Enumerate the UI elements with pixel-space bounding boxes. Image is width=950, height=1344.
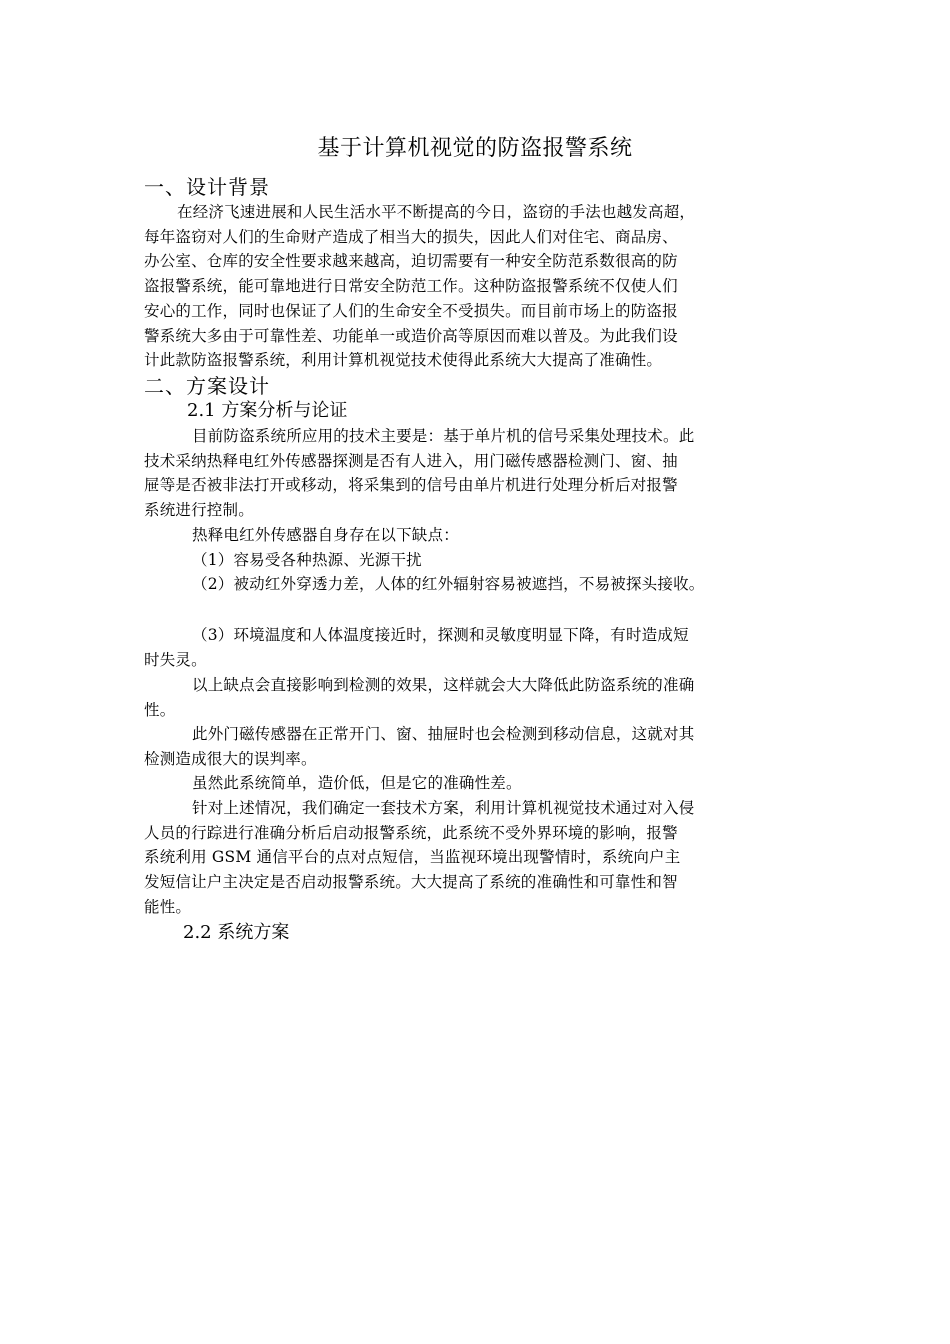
- paragraph-solution: [144, 796, 812, 920]
- text-line: 检测造成很大的误判率。: [144, 749, 317, 768]
- text-line: 时失灵。: [144, 650, 207, 669]
- text-line: 盗报警系统，能可靠地进行日常安全防范工作。这种防盗报警系统不仅使人们: [144, 277, 678, 296]
- paragraph-defects: [144, 523, 812, 597]
- text-line: 能性。: [144, 897, 192, 916]
- subsection-heading-2-2: 2.2 系统方案: [183, 922, 290, 943]
- paragraph-technology: [144, 424, 812, 523]
- text-line: 虽然此系统简单，造价低，但是它的准确性差。: [192, 774, 522, 792]
- defect-item-1: （1）容易受各种热源、光源干扰: [192, 550, 422, 569]
- document-title: 基于计算机视觉的防盗报警系统: [317, 136, 633, 161]
- text-line: （3）环境温度和人体温度接近时，探测和灵敏度明显下降，有时造成短: [192, 626, 689, 644]
- text-line: 屉等是否被非法打开或移动，将采集到的信号由单片机进行处理分析后对报警: [144, 476, 678, 495]
- paragraph-background: [144, 200, 812, 373]
- text-line: 以上缺点会直接影响到检测的效果，这样就会大大降低此防盗系统的准确: [192, 676, 695, 694]
- defect-item-2: （2）被动红外穿透力差，人体的红外辐射容易被遮挡，不易被探头接收。: [192, 575, 705, 594]
- text-line: 目前防盗系统所应用的技术主要是：基于单片机的信号采集处理技术。此: [192, 427, 695, 445]
- text-line: 在经济飞速进展和人民生活水平不断提高的今日，盗窃的手法也越发高超，: [177, 203, 696, 221]
- text-line: 此外门磁传感器在正常开门、窗、抽屉时也会检测到移动信息，这就对其: [192, 725, 695, 743]
- text-line: 人员的行踪进行准确分析后启动报警系统，此系统不受外界环境的影响，报警: [144, 823, 678, 842]
- section-heading-background: 一、设计背景: [144, 175, 270, 199]
- paragraph-effect: [144, 673, 812, 722]
- paragraph-door-sensor: [144, 722, 812, 771]
- text-line: 安心的工作，同时也保证了人们的生命安全不受损失。而目前市场上的防盗报: [144, 301, 678, 320]
- text-line: 计此款防盗报警系统，利用计算机视觉技术使得此系统大大提高了准确性。: [144, 351, 663, 370]
- text-line: 系统利用 GSM 通信平台的点对点短信，当监视环境出现警情时，系统向户主: [144, 848, 681, 867]
- subsection-heading-2-1: 2.1 方案分析与论证: [187, 400, 348, 421]
- text-line: 系统进行控制。: [144, 501, 254, 520]
- text-line: 针对上述情况，我们确定一套技术方案，利用计算机视觉技术通过对入侵: [192, 799, 695, 817]
- text-line: 技术采纳热释电红外传感器探测是否有人进入，用门磁传感器检测门、窗、抽: [144, 451, 678, 470]
- defect-item-3: [144, 623, 812, 672]
- text-line: 性。: [144, 700, 176, 719]
- text-line: 发短信让户主决定是否启动报警系统。大大提高了系统的准确性和可靠性和智: [144, 873, 678, 892]
- paragraph-simple: [144, 771, 812, 796]
- text-line: 热释电红外传感器自身存在以下缺点：: [192, 526, 459, 544]
- text-line: 警系统大多由于可靠性差、功能单一或造价高等原因而难以普及。为此我们设: [144, 326, 678, 345]
- text-line: 每年盗窃对人们的生命财产造成了相当大的损失，因此人们对住宅、商品房、: [144, 227, 678, 246]
- text-line: 办公室、仓库的安全性要求越来越高，迫切需要有一种安全防范系数很高的防: [144, 252, 678, 271]
- section-heading-design: 二、方案设计: [144, 374, 270, 398]
